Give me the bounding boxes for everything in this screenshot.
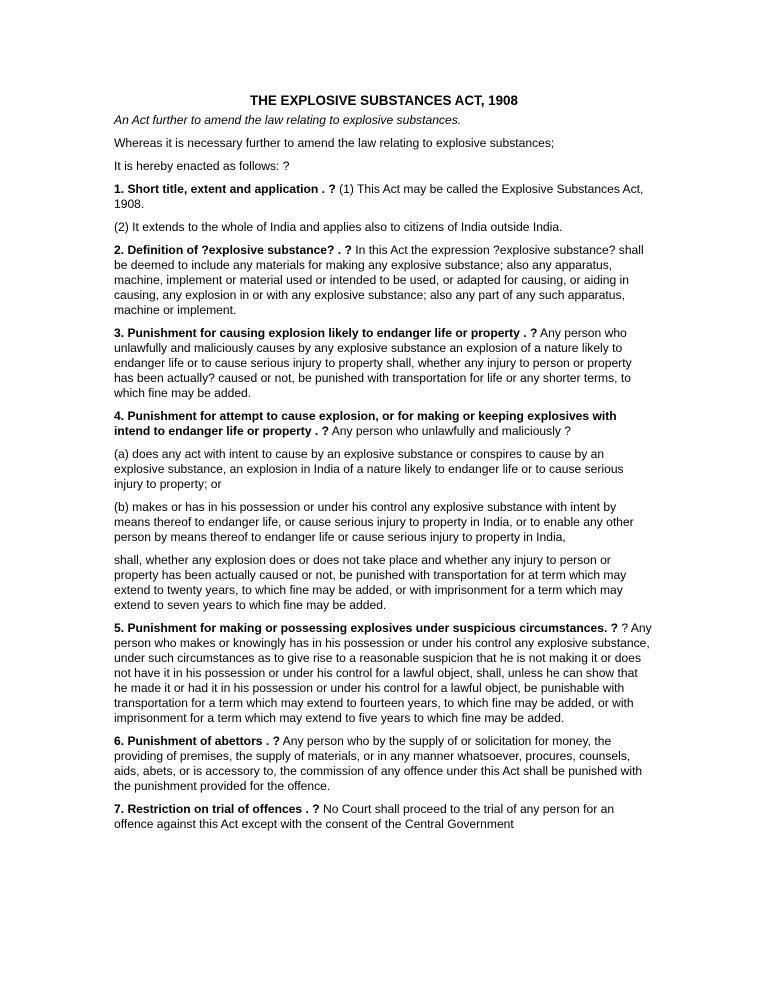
section-4-clause-b: (b) makes or has in his possession or under his control any explosive substance with intent by means thereof to endanger life, or cause serious injury to property in India, or to enable any other person by means thereof to endanger life or cause serious injury to property in India, xyxy=(114,500,634,544)
section-7-text: No Court shall proceed to the trial of any person for an offence against this Act except with the consent of the Central Government xyxy=(114,802,615,831)
section-3 xyxy=(114,326,654,401)
section-1-heading: 1. Short title, extent and application . ? xyxy=(114,182,336,196)
section-2-text: In this Act the expression ?explosive substance? shall be deemed to include any materials for making any explosive substance; also any apparatus, machine, implement or material used or intended to be used, or adapted for causing, or aiding in causing, any explosion in or with any explosive substance; also any part of any such apparatus, machine or implement. xyxy=(114,243,644,317)
section-7 xyxy=(114,802,654,832)
section-3-text: Any person who unlawfully and maliciously causes by any explosive substance an explosion of a nature likely to endanger life or to cause serious injury to property shall, whether any injury to person or property has been actually? caused or not, be punished with transportation for life or any shorter terms, to which fine may be added. xyxy=(114,326,632,400)
document-page xyxy=(114,92,654,840)
section-1-text: (1) This Act may be called the Explosive Substances Act, 1908. xyxy=(114,182,644,211)
section-4-text: Any person who unlawfully and maliciously ? xyxy=(329,424,572,438)
section-5-text: ? Any person who makes or knowingly has in his possession or under his control any explosive substance, under such circumstances as to give rise to a reasonable suspicion that he is not making it or does not have it in his possession or under his control for a lawful object, shall, unless he can show that he made it or had it in his possession or under his control for a lawful object, be punishable with transportation for a term which may extend to fourteen years, to which fine may be added, or with imprisonment for a term which may extend to five years to which fine may be added. xyxy=(114,621,652,725)
section-4 xyxy=(114,409,654,439)
section-5-heading: 5. Punishment for making or possessing explosives under suspicious circumstances. ? xyxy=(114,621,619,635)
section-4-clause-a: (a) does any act with intent to cause by an explosive substance or conspires to cause by an explosive substance, an explosion in India of a nature likely to endanger life or to cause serious injury to property; or xyxy=(114,447,624,491)
preamble-enacted: It is hereby enacted as follows: ? xyxy=(114,159,290,173)
preamble-whereas: Whereas it is necessary further to amend the law relating to explosive substances; xyxy=(114,136,555,150)
document-title: THE EXPLOSIVE SUBSTANCES ACT, 1908 xyxy=(250,93,518,108)
section-3-heading: 3. Punishment for causing explosion likely to endanger life or property . ? xyxy=(114,326,538,340)
section-2 xyxy=(114,243,654,318)
section-1 xyxy=(114,182,654,212)
section-6 xyxy=(114,734,654,794)
section-4-tail: shall, whether any explosion does or does not take place and whether any injury to person or property has been actually caused or not, be punished with transportation for at term which may extend to twenty years, to which fine may be added, or with imprisonment for a term which may extend to seven years to which fine may be added. xyxy=(114,553,627,612)
section-6-text: Any person who by the supply of or solicitation for money, the providing of premises, the supply of materials, or in any manner whatsoever, procures, counsels, aids, abets, or is accessory to, the commission of any offence under this Act shall be punished with the punishment provided for the offence. xyxy=(114,734,643,793)
section-1-sub-2: (2) It extends to the whole of India and applies also to citizens of India outside India. xyxy=(114,220,563,234)
section-2-heading: 2. Definition of ?explosive substance? . ? xyxy=(114,243,352,257)
section-5 xyxy=(114,621,654,726)
document-subtitle: An Act further to amend the law relating to explosive substances. xyxy=(114,113,462,127)
section-6-heading: 6. Punishment of abettors . ? xyxy=(114,734,280,748)
section-7-heading: 7. Restriction on trial of offences . ? xyxy=(114,802,320,816)
section-4-heading: 4. Punishment for attempt to cause explosion, or for making or keeping explosives with intend to endanger life or property . ? xyxy=(114,409,617,438)
